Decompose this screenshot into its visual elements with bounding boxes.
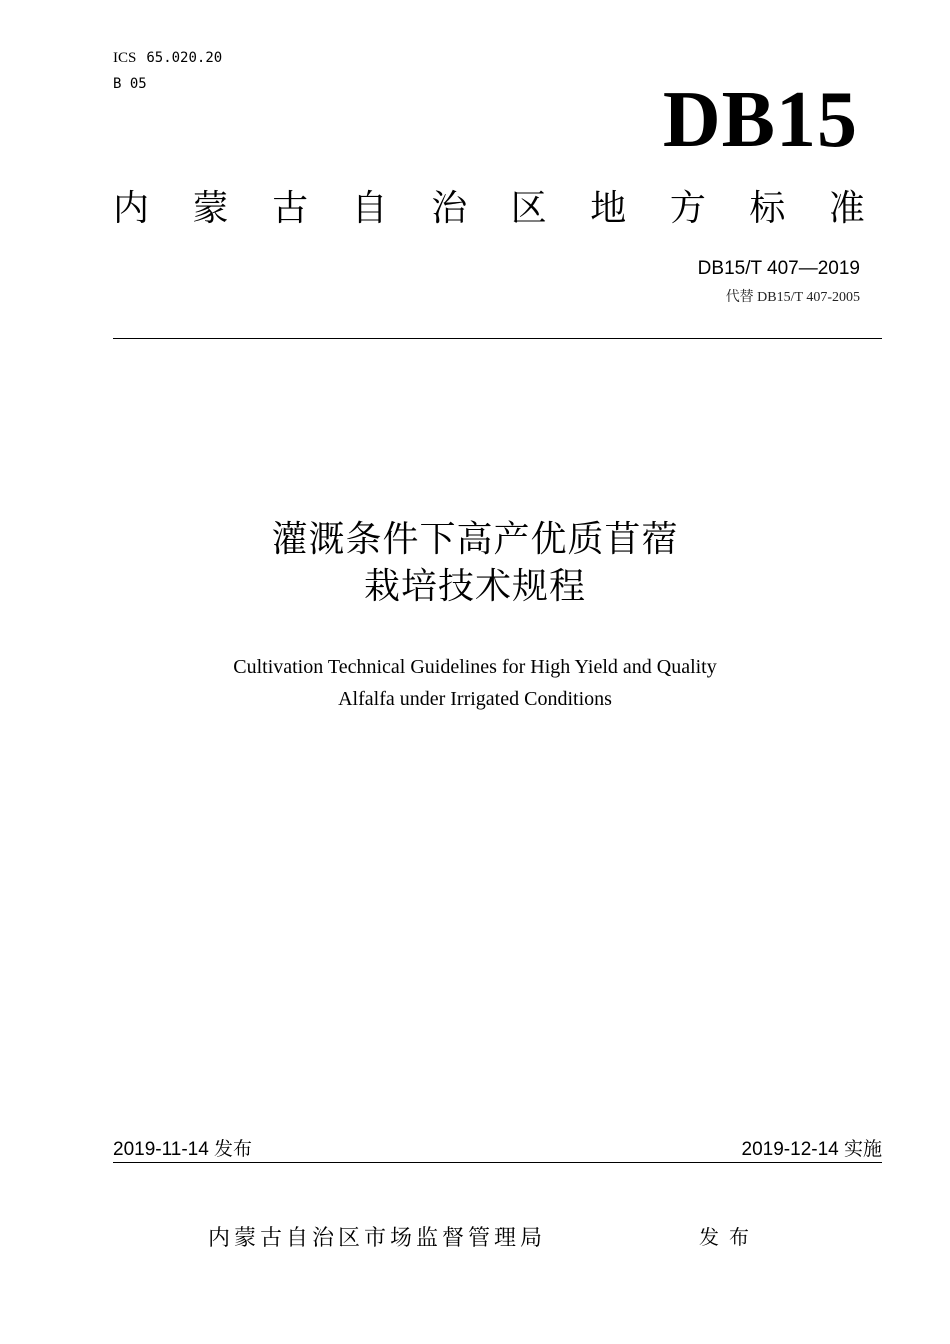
title-chinese-line2: 栽培技术规程 (363, 566, 586, 607)
title-english-line1: Cultivation Technical Guidelines for High Yield and Quality (233, 656, 717, 678)
title-chinese (0, 516, 950, 610)
issue-label: 发布 (699, 1225, 759, 1249)
replaces-standard: 代替 DB15/T 407-2005 (725, 290, 860, 305)
standard-class-char: 准 (828, 188, 865, 229)
standard-class-char: 区 (510, 188, 547, 229)
title-chinese-line1: 灌溉条件下高产优质苜蓿 (271, 519, 679, 560)
standard-class-char: 古 (272, 188, 309, 229)
ics-code (113, 50, 222, 66)
title-english (0, 651, 950, 715)
standard-class-char: 治 (431, 188, 468, 229)
standard-class-title (113, 188, 865, 230)
footer-divider (113, 1162, 882, 1163)
implementation-date: 2019-12-14 实施 (741, 1139, 882, 1160)
standard-class-char: 自 (351, 188, 388, 229)
header-divider (113, 338, 882, 339)
title-english-line2: Alfalfa under Irrigated Conditions (338, 688, 612, 710)
standard-class-char: 蒙 (192, 188, 229, 229)
issue-date: 2019-11-14 发布 (113, 1139, 253, 1160)
standard-class-char: 方 (669, 188, 706, 229)
standard-class-char: 内 (113, 188, 150, 229)
standard-logo: DB15 (662, 76, 858, 164)
standard-number: DB15/T 407—2019 (697, 258, 860, 279)
issuing-authority: 内蒙古自治区市场监督管理局 (208, 1226, 547, 1251)
ccs-code: B 05 (113, 76, 147, 92)
ics-label: ICS (113, 50, 137, 66)
ics-value: 65.020.20 (146, 50, 223, 66)
standard-class-char: 标 (749, 188, 786, 229)
standard-class-char: 地 (590, 188, 627, 229)
